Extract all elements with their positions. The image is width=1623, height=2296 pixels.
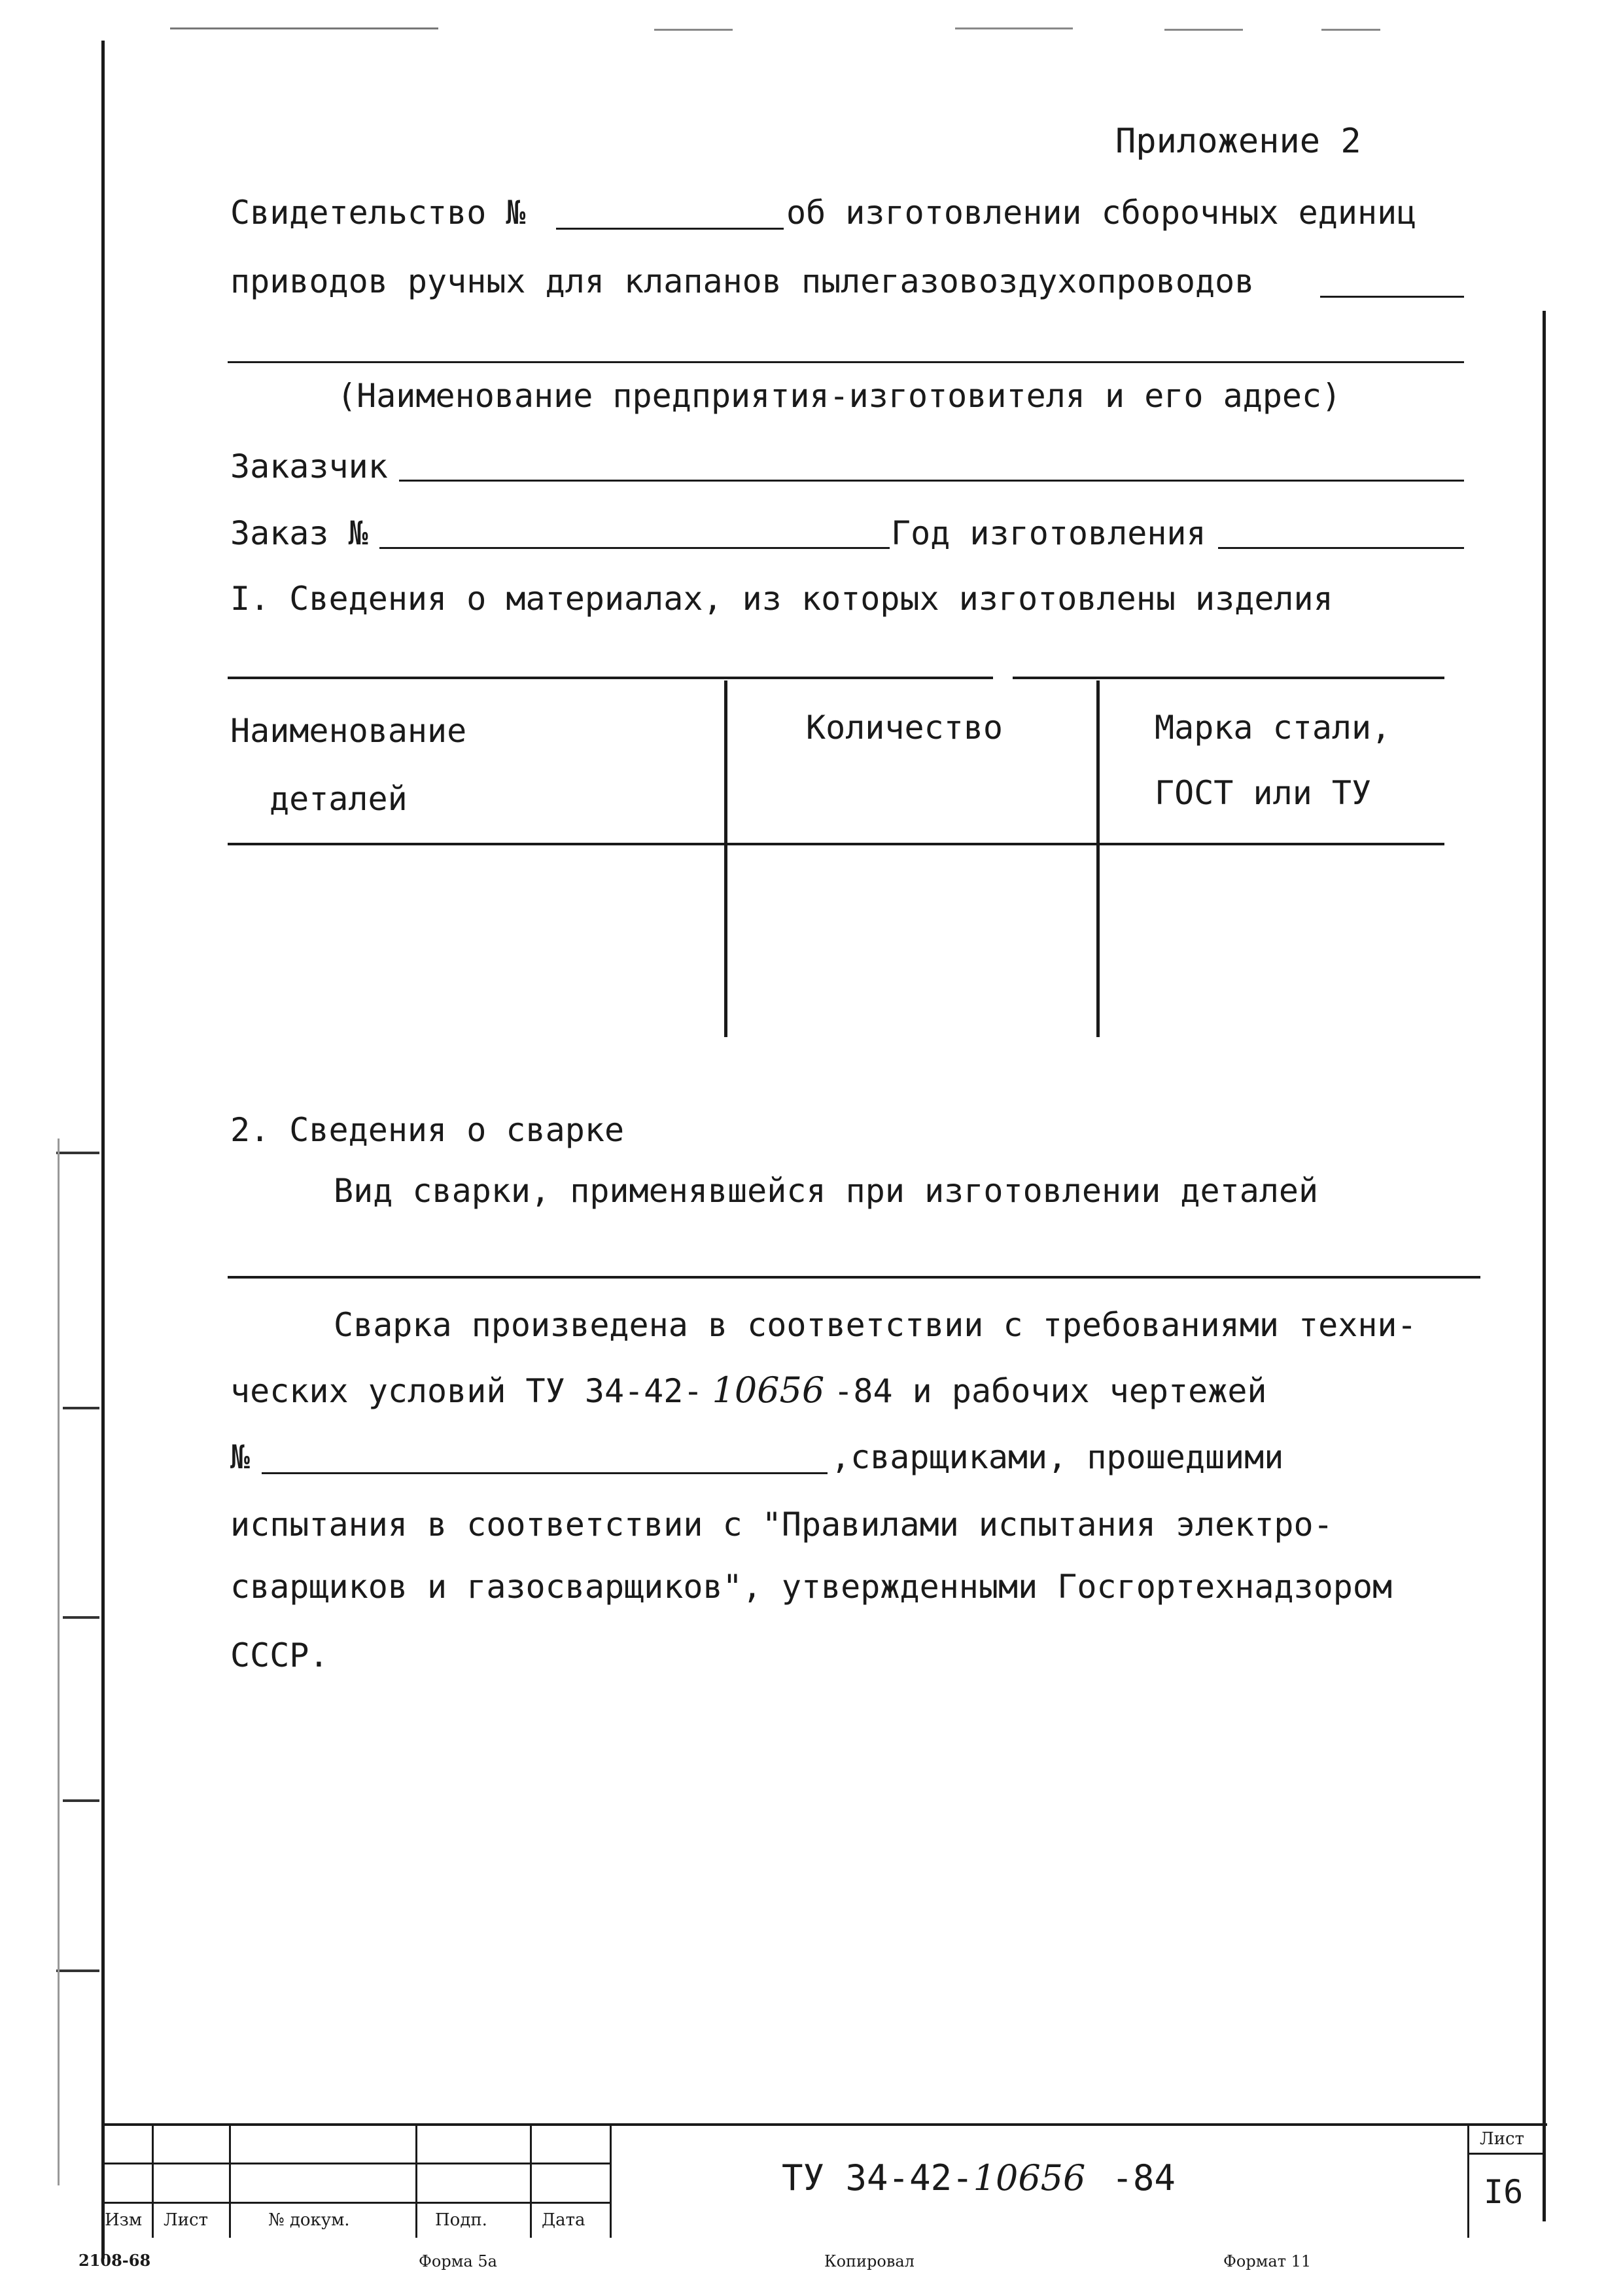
manufacturer-caption: (Наименование предприятия-изготовителя и его адрес) <box>337 377 1342 415</box>
scan-noise <box>654 29 733 31</box>
footer-form: Форма 5а <box>419 2252 497 2270</box>
welding-paragraph-line3: ,сварщиками, прошедшими <box>831 1438 1284 1476</box>
col-label-signature: Подп. <box>435 2210 487 2230</box>
title-block-col <box>415 2123 417 2238</box>
materials-table-divider <box>724 680 727 1037</box>
title-block-row <box>101 2163 612 2164</box>
title-block-top-line <box>101 2123 1547 2126</box>
welding-paragraph-line1: Сварка произведена в соответствии с требованиями техни- <box>334 1306 1417 1344</box>
manufacturer-blank <box>228 361 1464 363</box>
sheet-label: Лист <box>1480 2129 1524 2149</box>
col-header-quantity: Количество <box>806 709 1003 747</box>
margin-mark <box>56 1969 99 1972</box>
document-designation-b: -84 <box>1111 2157 1176 2199</box>
handwritten-tu-number: 10656 <box>712 1369 825 1411</box>
welding-paragraph-line2 <box>230 1369 1267 1411</box>
order-blank <box>379 547 890 549</box>
margin-mark <box>56 1152 99 1154</box>
footer-format: Формат 11 <box>1223 2252 1312 2270</box>
title-block-col <box>530 2123 532 2238</box>
welding-paragraph-line2-b: -84 и рабочих чертежей <box>833 1372 1267 1410</box>
welding-paragraph-line5: сварщиков и газосварщиков", утвержденными Госгортехнадзором <box>230 1568 1393 1606</box>
welding-paragraph-line4: испытания в соответствии с "Правилами испытания электро- <box>230 1506 1333 1544</box>
sheet-number: I6 <box>1484 2173 1524 2211</box>
col-label-sheet: Лист <box>164 2210 208 2230</box>
title-block-col <box>229 2123 231 2238</box>
appendix-label: Приложение 2 <box>1115 122 1361 161</box>
scan-noise <box>1164 29 1243 31</box>
title-block-col <box>152 2123 154 2238</box>
materials-table-divider <box>1096 680 1100 1037</box>
handwritten-designation-number: 10656 <box>973 2157 1086 2199</box>
title-block-row <box>101 2202 612 2204</box>
year-label: Год изготовления <box>891 514 1206 552</box>
margin-mark <box>58 1139 60 2185</box>
title-block-col <box>1467 2123 1469 2238</box>
certificate-subject-blank <box>1320 296 1464 298</box>
drawing-number-blank <box>262 1472 828 1474</box>
welding-paragraph-line6: СССР. <box>230 1636 329 1674</box>
customer-blank <box>399 480 1464 482</box>
document-designation <box>782 2157 1176 2199</box>
welding-type-blank <box>228 1276 1480 1279</box>
col-header-steel-grade: Марка стали, <box>1155 709 1391 747</box>
document-designation-a: ТУ 34-42- <box>782 2157 973 2199</box>
section1-title: I. Сведения о материалах, из которых изготовлены изделия <box>230 580 1333 618</box>
certificate-suffix: об изготовлении сборочных единиц <box>786 194 1417 232</box>
welding-type-label: Вид сварки, применявшейся при изготовлении деталей <box>334 1172 1319 1210</box>
materials-table-header-rule <box>228 843 1444 845</box>
year-blank <box>1218 547 1464 549</box>
certificate-number-blank <box>556 228 784 230</box>
scan-noise <box>170 27 438 29</box>
materials-table-top <box>1013 677 1444 679</box>
scan-noise <box>1321 29 1380 31</box>
title-block-row <box>1467 2153 1544 2155</box>
left-border <box>101 41 105 2259</box>
certificate-prefix: Свидетельство № <box>230 194 526 232</box>
welding-paragraph-line2-a: ческих условий ТУ 34-42- <box>230 1372 703 1410</box>
drawing-number-prefix: № <box>230 1438 251 1476</box>
customer-label: Заказчик <box>230 448 388 486</box>
order-label: Заказ № <box>230 514 368 552</box>
col-label-date: Дата <box>542 2210 585 2230</box>
materials-table-top <box>228 677 993 679</box>
scan-noise <box>955 27 1073 29</box>
col-header-part-name-2: деталей <box>270 780 408 818</box>
margin-mark <box>63 1799 99 1802</box>
col-header-part-name: Наименование <box>230 712 467 750</box>
title-block-col <box>610 2123 612 2238</box>
right-border <box>1543 311 1546 2221</box>
col-header-steel-grade-2: ГОСТ или ТУ <box>1155 774 1372 812</box>
margin-mark <box>63 1616 99 1619</box>
section2-title: 2. Сведения о сварке <box>230 1111 625 1149</box>
col-label-change: Изм <box>105 2210 143 2230</box>
col-label-document: № докум. <box>268 2210 350 2230</box>
margin-mark <box>63 1407 99 1409</box>
footer-code: 2108-68 <box>79 2251 151 2270</box>
footer-copied: Копировал <box>824 2252 915 2270</box>
certificate-subject: приводов ручных для клапанов пылегазовоздухопроводов <box>230 262 1255 300</box>
